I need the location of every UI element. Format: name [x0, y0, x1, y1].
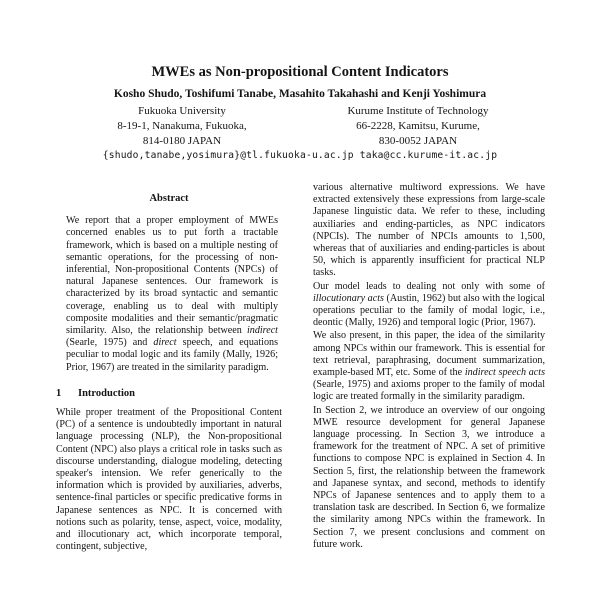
abstract-text-a: We report that a proper employment of MWEs concerned enables us to put forth a tractable framework, which is based on a multiple nesting of semantic operations, for the processing of non-inferential, Non-propositional Contents (NPCs) of natural Japanese sentences. Our framework is characterized by its broad syntactic and semantic coverage, enabling us to deal with multiply composite modalities and their semantic/pragmatic similarity. Also, the relationship between	[66, 215, 278, 337]
section-heading-introduction	[56, 388, 282, 400]
right-paragraph-4: In Section 2, we introduce an overview of our ongoing MWE resource development for general Japanese language processing. In Section 3, we introduce a framework for the treatment of NPC. A set of primitive functions to compose NPC is explained in Section 4. In Section 5, first, the relationship between the framework and Japanese syntax, and second, methods to identify NPCs of Japanese sentences and to apply them to a translation task are described. In Section 6, we formalize the similarity among NPCs within the framework. In Section 7, we present conclusions and comment on future work.	[313, 404, 545, 550]
right-paragraph-1: various alternative multiword expressions. We have extracted extensively these expressions from large-scale Japanese linguistic data. We refer to these, including auxiliaries and ending-particles, as NPC indicators (NPCIs). The number of NPCIs amounts to 1,500, whereas that of auxiliaries and ending-particles is about 50, which is apparently insufficient for practical NLP tasks.	[313, 182, 545, 279]
affiliation-left-postal: 814-0180 JAPAN	[142, 135, 222, 147]
introduction-text: While proper treatment of the Propositional Content (PC) of a sentence is undoubtedly important in natural language processing (NLP), the Non-propositional Content (NPC) also plays a critical role in tasks such as discourse understanding, dialogue modeling, detecting speaker's intension. We refer generically to the information which is provided by auxiliaries, adverbs, sentence-final particles or specific predicative forms in Japanese sentences as NPC. It is concerned with notions such as polarity, tense, aspect, voice, modality, and illocutionary act, which incorporate temporal, contingent, subjective,	[56, 407, 282, 553]
abstract-text-b: (Searle, 1975) and	[66, 337, 148, 349]
abstract-text-c: speech, and equations peculiar to modal logic and its family (Mally, 1926; Prior, 1967) are treated in the similarity paradigm.	[66, 337, 278, 373]
section-title: Introduction	[78, 387, 135, 399]
affiliation-right-address: 66-2228, Kamitsu, Kurume,	[356, 120, 480, 132]
right-p3-em: indirect speech acts	[464, 367, 545, 379]
affiliation-right-postal: 830-0052 JAPAN	[378, 135, 458, 147]
left-column	[56, 193, 282, 553]
abstract-em-indirect: indirect	[246, 325, 278, 337]
section-number: 1	[56, 387, 62, 399]
right-p3-text-b: (Searle, 1975) and axioms proper to the family of modal logic are treated formally in the similarity paradigm.	[313, 379, 545, 403]
right-p2-text-b: (Austin, 1962) but also with the logical operations peculiar to the family of modal logic, i.e., deontic (Mally, 1926) and temporal logic (Prior, 1967).	[313, 292, 545, 329]
right-p2-em: illocutionary acts	[313, 292, 384, 304]
right-paragraph-2	[313, 281, 545, 330]
abstract-text	[66, 215, 278, 374]
affiliation-left-address: 8-19-1, Nanakuma, Fukuoka,	[117, 120, 247, 132]
author-emails: {shudo,tanabe,yosimura}@tl.fukuoka-u.ac.jp taka@cc.kurume-it.ac.jp	[102, 150, 498, 161]
affiliation-left	[82, 104, 282, 149]
right-column	[313, 182, 545, 552]
right-p3-text-a: We also present, in this paper, the idea of the similarity among NPCs within our framework. This is essential for text retrieval, paraphrasing, document summarization, example-based MT, etc. Some of the	[313, 330, 545, 379]
right-p2-text-a: Our model leads to dealing not only with some of	[313, 280, 545, 292]
affiliation-left-name: Fukuoka University	[138, 105, 226, 117]
affiliation-right	[318, 104, 518, 149]
right-paragraph-3	[313, 330, 545, 403]
author-list: Kosho Shudo, Toshifumi Tanabe, Masahito Takahashi and Kenji Yoshimura	[113, 88, 487, 100]
abstract-heading: Abstract	[149, 193, 189, 204]
paper-title: MWEs as Non-propositional Content Indicators	[151, 64, 449, 80]
abstract-em-direct: direct	[153, 337, 177, 349]
affiliation-right-name: Kurume Institute of Technology	[347, 105, 489, 117]
